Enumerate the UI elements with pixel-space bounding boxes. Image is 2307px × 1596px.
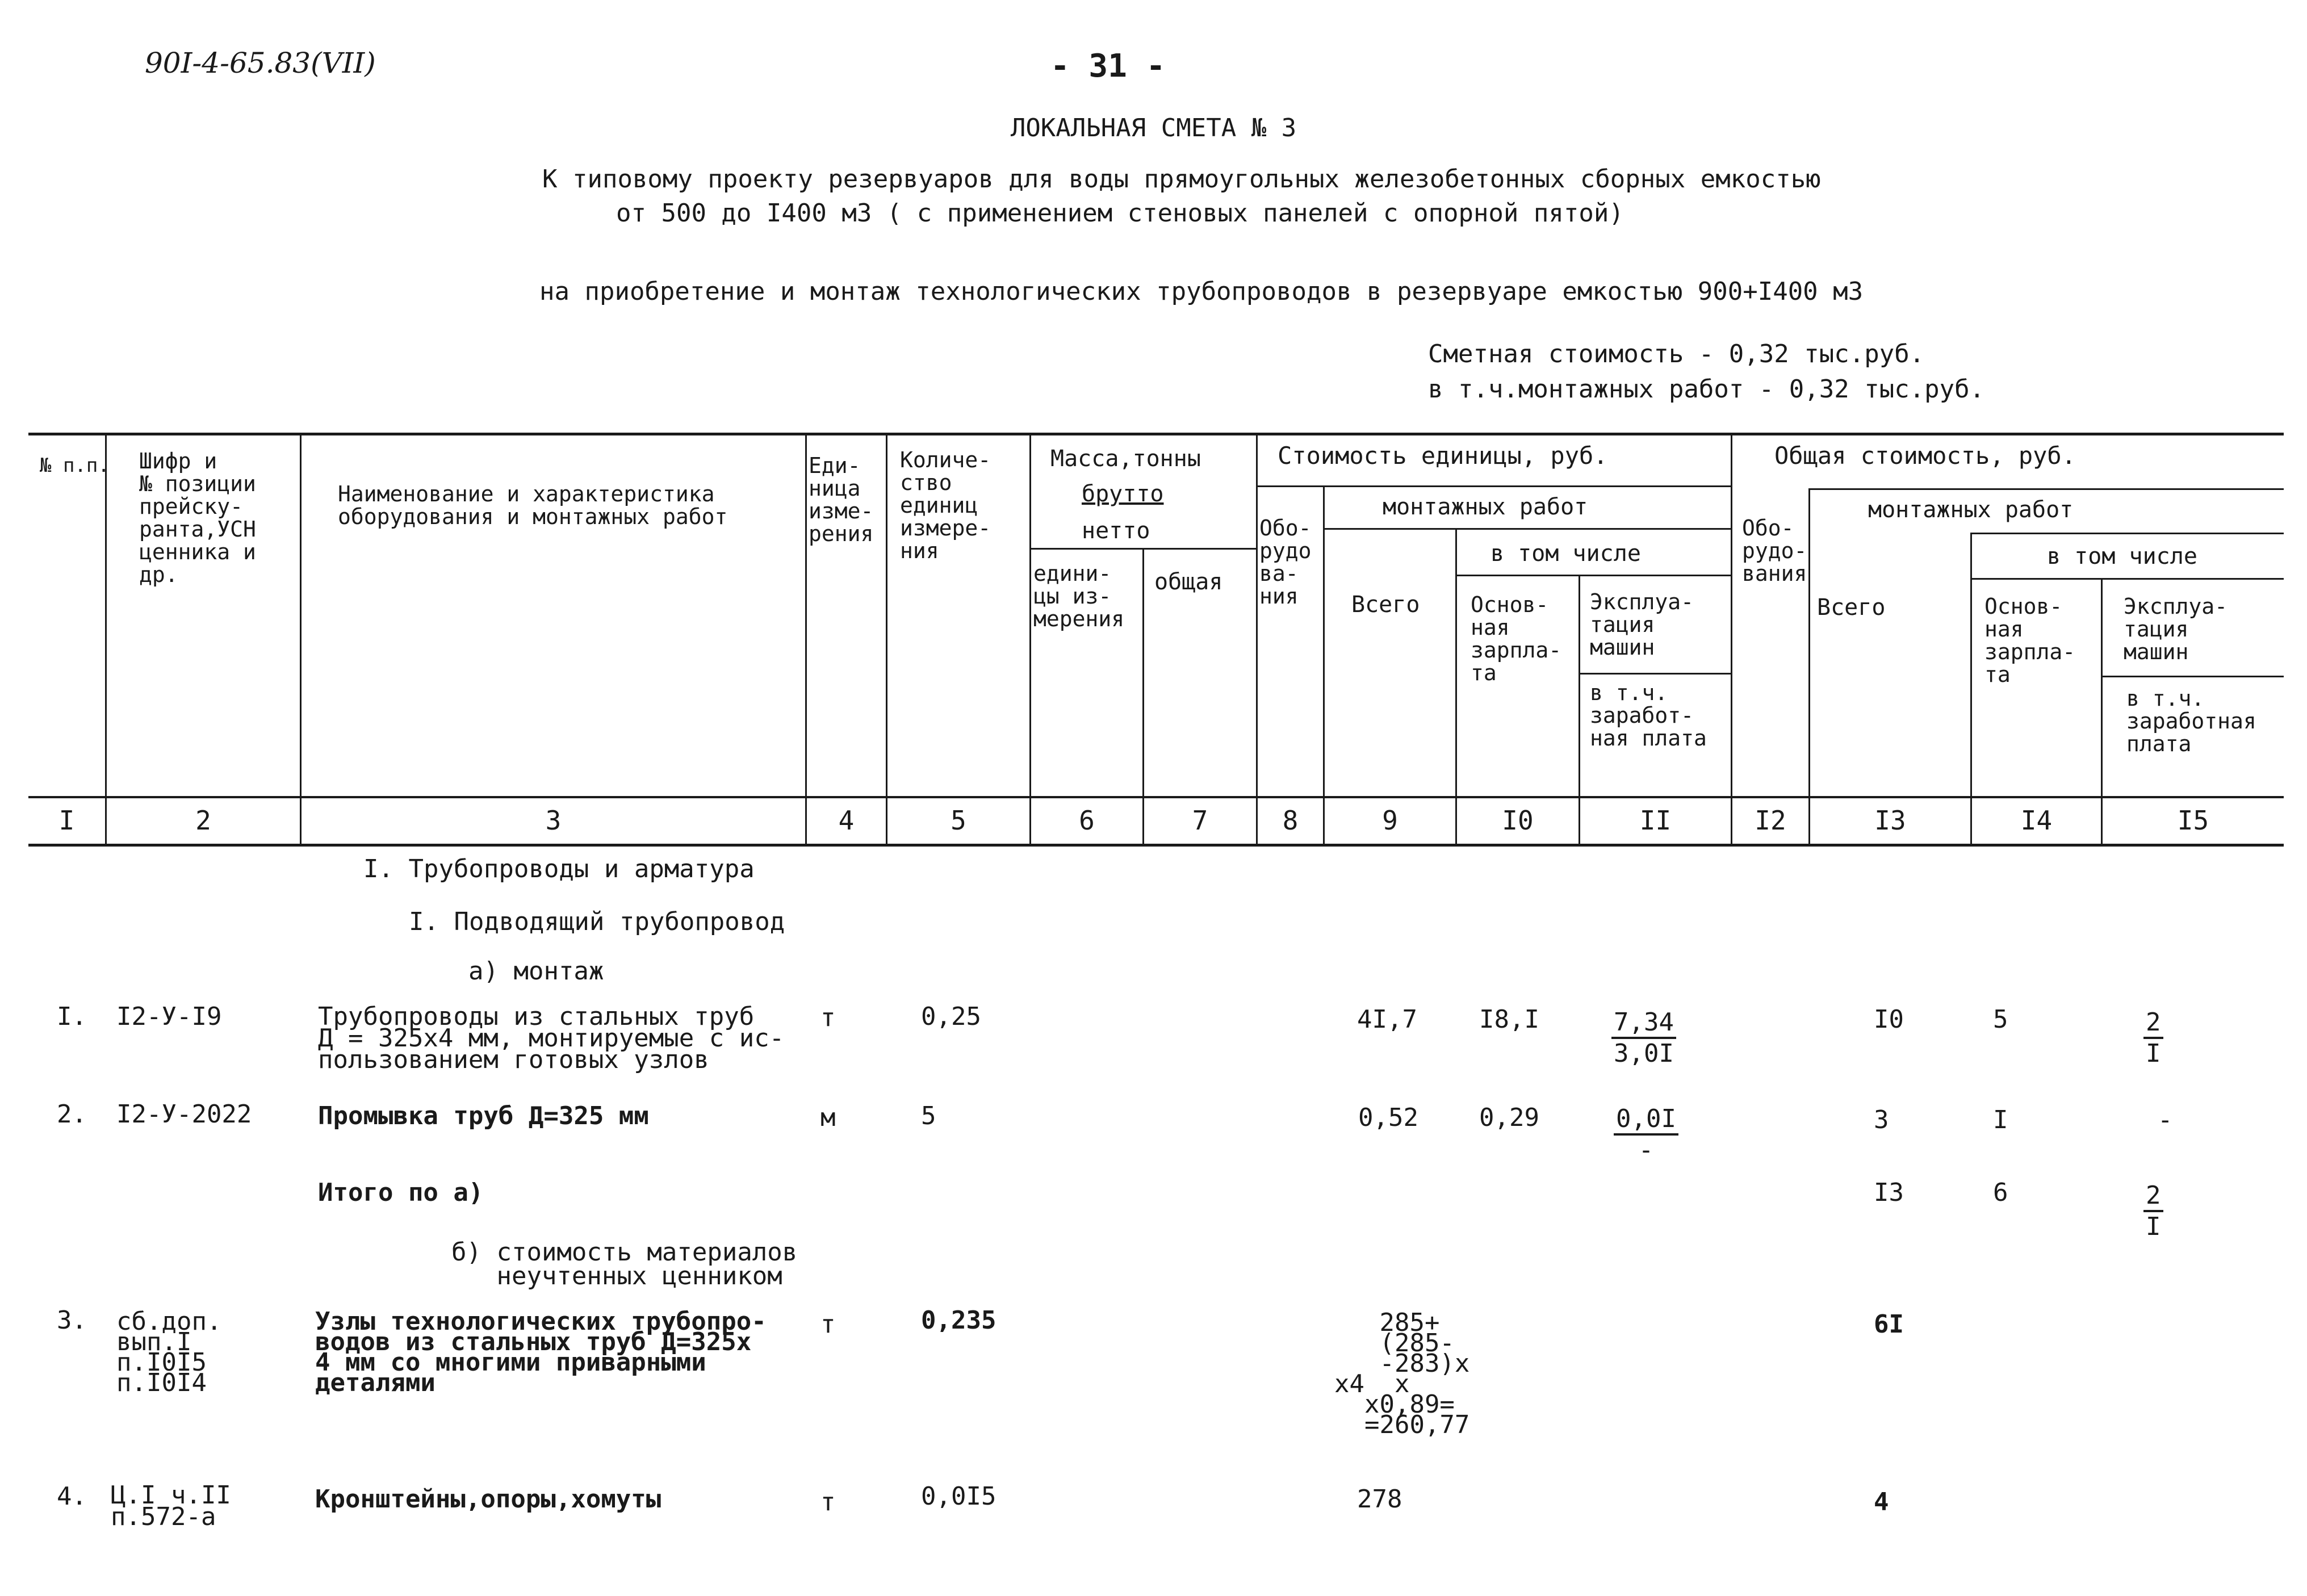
row-machines-total-top: 2 — [2143, 1008, 2163, 1039]
col-number-14: I4 — [2020, 805, 2053, 836]
row-machines — [1611, 1008, 1676, 1068]
row-name: Трубопроводы из стальных труб Д = 325х4 мм, монтируемые с ис- пользованием готовых узлов — [318, 1002, 785, 1074]
row-machines-top: 0,0I — [1614, 1104, 1678, 1136]
section-installation: а) монтаж — [468, 957, 604, 986]
row-machines-bottom: - — [1638, 1136, 1654, 1164]
col-number-3: 3 — [545, 805, 562, 836]
subtotal-salary: 6 — [1993, 1178, 2008, 1207]
header-unit: Еди- ница изме- рения — [809, 453, 874, 546]
row-machines-top: 7,34 — [1611, 1008, 1676, 1039]
row-machines-total-bottom: I — [2146, 1039, 2161, 1068]
header-machines-salary: в т.ч. заработ- ная плата — [1590, 680, 1707, 751]
subtotal-label: Итого по а) — [318, 1178, 484, 1207]
subtotal-machines-bottom: I — [2146, 1212, 2161, 1241]
row-machines-total — [2143, 1008, 2163, 1068]
header-mass-unit: едини- цы из- мерения — [1033, 561, 1125, 631]
col-number-4: 4 — [838, 805, 855, 836]
row-number: 4. — [57, 1482, 87, 1511]
col-number-2: 2 — [195, 805, 211, 836]
col-number-15: I5 — [2177, 805, 2209, 836]
header-total-cost: Общая стоимость, руб. — [1774, 442, 2076, 470]
row-salary: I8,I — [1479, 1005, 1539, 1034]
col-number-10: I0 — [1502, 805, 1534, 836]
row-salary-total: I — [1993, 1105, 2008, 1134]
subtitle-line-2: от 500 до I400 м3 ( с применением стеновых панелей с опорной пятой) — [616, 199, 1624, 228]
row-total-unit: 0,52 — [1358, 1103, 1418, 1132]
row-code: Ц.I ч.II п.572-а — [111, 1481, 231, 1531]
row-code: сб.доп. вып.I п.I0I5 п.I0I4 — [116, 1307, 222, 1397]
header-machines-total: Эксплуа- тация машин — [2124, 594, 2228, 664]
subtotal-machines — [2143, 1181, 2163, 1241]
row-code: I2-У-2022 — [116, 1100, 252, 1129]
row-salary-total: 5 — [1993, 1005, 2008, 1034]
row-total-sum: 6I — [1874, 1310, 1904, 1339]
row-unit: м — [820, 1103, 836, 1132]
estimated-cost: Сметная стоимость - 0,32 тыс.руб. — [1428, 340, 1925, 368]
header-including-total: в том числе — [2047, 543, 2197, 569]
row-machines-total: - — [2158, 1105, 2173, 1134]
header-equipment-unit: Обо- рудо ва- ния — [1259, 516, 1312, 609]
section-pipelines: I. Трубопроводы и арматура — [363, 854, 755, 883]
header-machines-salary-total: в т.ч. заработная плата — [2126, 686, 2256, 756]
row-total-unit: 278 — [1357, 1485, 1402, 1514]
header-installation-total: монтажных работ — [1868, 497, 2074, 523]
header-netto: нетто — [1082, 518, 1150, 544]
row-unit: т — [820, 1488, 836, 1517]
row-unit: т — [820, 1003, 836, 1032]
header-row-number: № п.п. — [40, 454, 110, 477]
header-mass-total: общая — [1154, 569, 1223, 595]
row-salary: 0,29 — [1479, 1103, 1539, 1132]
header-quantity: Количе- ство единиц измере- ния — [900, 447, 991, 563]
row-total-unit: 285+ (285- -283)х х4 х х0,89= =260,77 — [1334, 1308, 1470, 1439]
col-number-7: 7 — [1192, 805, 1208, 836]
col-number-13: I3 — [1874, 805, 1906, 836]
document-code: 90I-4-65.83(VII) — [145, 47, 376, 79]
subtitle-line-1: К типовому проекту резервуаров для воды прямоугольных железобетонных сборных емкостью — [542, 165, 1821, 194]
row-total-unit: 4I,7 — [1357, 1005, 1417, 1034]
header-salary: Основ- ная зарпла- та — [1471, 592, 1562, 685]
row-total-sum: 3 — [1874, 1105, 1889, 1134]
header-total-unit: Всего — [1351, 592, 1420, 618]
installation-cost: в т.ч.монтажных работ - 0,32 тыс.руб. — [1428, 375, 1985, 404]
header-code: Шифр и № позиции прейску- ранта,УСН ценника и др. — [139, 449, 256, 587]
header-machines: Эксплуа- тация машин — [1590, 589, 1694, 660]
header-equipment-total: Обо- рудо- вания — [1742, 516, 1807, 586]
section-materials: б) стоимость материалов неучтенных ценником — [451, 1238, 798, 1291]
row-number: I. — [57, 1002, 87, 1031]
header-salary-total: Основ- ная зарпла- та — [1984, 594, 2076, 687]
row-name: Узлы технологических трубопро- водов из стальных труб Д=325х 4 мм со многими приварными деталями — [315, 1307, 767, 1397]
row-number: 3. — [57, 1306, 87, 1335]
row-name: Кронштейны,опоры,хомуты — [315, 1485, 661, 1514]
row-machines-bottom: 3,0I — [1614, 1039, 1674, 1068]
col-number-1: I — [58, 805, 75, 836]
header-including: в том числе — [1490, 541, 1641, 567]
header-total-sum: Всего — [1817, 594, 1886, 621]
col-number-12: I2 — [1755, 805, 1786, 836]
row-quantity: 0,0I5 — [921, 1482, 997, 1511]
row-unit: т — [820, 1310, 836, 1339]
page-number: - 31 - — [1050, 48, 1166, 85]
row-quantity: 0,235 — [921, 1306, 997, 1335]
row-quantity: 5 — [921, 1101, 936, 1130]
header-mass: Масса,тонны — [1050, 446, 1201, 472]
col-number-6: 6 — [1079, 805, 1095, 836]
row-quantity: 0,25 — [921, 1002, 981, 1031]
section-inlet-pipe: I. Подводящий трубопровод — [409, 907, 785, 936]
col-number-11: II — [1639, 805, 1672, 836]
subtotal-machines-top: 2 — [2143, 1181, 2163, 1212]
col-number-5: 5 — [951, 805, 966, 836]
col-number-9: 9 — [1382, 805, 1398, 836]
header-name: Наименование и характеристика оборудования и монтажных работ — [338, 481, 728, 529]
page-title: ЛОКАЛЬНАЯ СМЕТА № 3 — [1010, 114, 1297, 143]
header-brutto: брутто — [1082, 481, 1164, 507]
col-number-8: 8 — [1282, 805, 1299, 836]
purpose-line: на приобретение и монтаж технологических трубопроводов в резервуаре емкостью 900+I400 м3 — [539, 277, 1864, 306]
header-installation: монтажных работ — [1383, 494, 1588, 520]
row-total-sum: 4 — [1874, 1488, 1889, 1517]
header-unit-cost: Стоимость единицы, руб. — [1278, 442, 1608, 470]
row-number: 2. — [57, 1100, 87, 1129]
row-code: I2-У-I9 — [116, 1002, 222, 1031]
row-machines — [1614, 1104, 1678, 1164]
row-name: Промывка труб Д=325 мм — [318, 1101, 649, 1130]
row-total-sum: I0 — [1874, 1005, 1904, 1034]
subtotal-total: I3 — [1874, 1178, 1904, 1207]
